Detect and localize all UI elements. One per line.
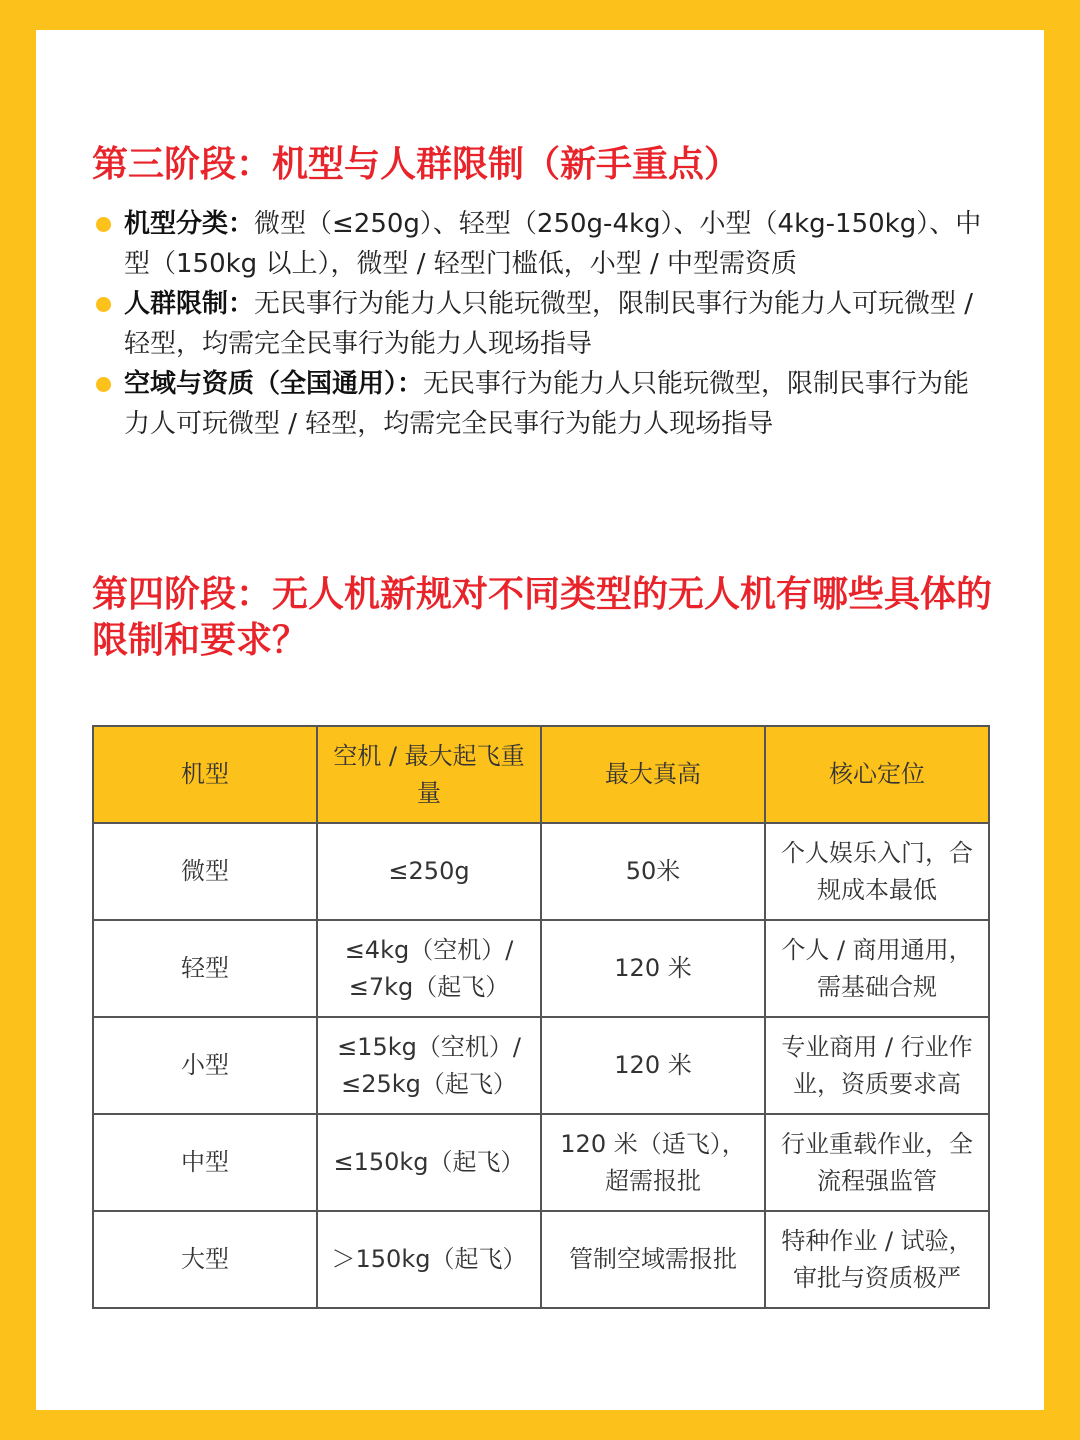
table-cell: ≤15kg（空机）/ ≤25kg（起飞） [317,1017,541,1114]
bullet-dot-icon [96,297,111,312]
table-cell: 微型 [93,823,317,920]
table-cell: 专业商用 / 行业作业，资质要求高 [765,1017,989,1114]
table-cell: ≤150kg（起飞） [317,1114,541,1211]
bullet-text: 无民事行为能力人只能玩微型，限制民事行为能力人可玩微型 / 轻型，均需完全民事行为能力人现场指导 [124,369,970,439]
bullet-population-limits [92,284,992,364]
table-cell: 行业重载作业，全流程强监管 [765,1114,989,1211]
bullet-text: 微型（≤250g）、轻型（250g-4kg）、小型（4kg-150kg）、中型（150kg 以上），微型 / 轻型门槛低，小型 / 中型需资质 [124,209,982,279]
section3-bullet-list [92,204,992,444]
bullet-airspace-qualification [92,364,992,444]
table-header-row [93,726,989,823]
bullet-label: 空域与资质（全国通用）： [124,369,424,399]
header-cell-positioning: 核心定位 [765,726,989,823]
content-card [36,30,1044,1410]
table-cell: 小型 [93,1017,317,1114]
bullet-aircraft-classification [92,204,992,284]
bullet-text: 无民事行为能力人只能玩微型，限制民事行为能力人可玩微型 / 轻型，均需完全民事行为能力人现场指导 [124,289,974,359]
table-row [93,823,989,920]
bullet-dot-icon [96,217,111,232]
table-cell: 大型 [93,1211,317,1308]
bullet-dot-icon [96,377,111,392]
header-cell-weight: 空机 / 最大起飞重量 [317,726,541,823]
table-cell: 特种作业 / 试验，审批与资质极严 [765,1211,989,1308]
section4-title: 第四阶段：无人机新规对不同类型的无人机有哪些具体的限制和要求？ [92,574,993,661]
bullet-label: 人群限制： [124,289,255,319]
header-cell-height: 最大真高 [541,726,765,823]
table-cell: 120 米 [541,920,765,1017]
table-cell: 120 米 [541,1017,765,1114]
header-cell-type: 机型 [93,726,317,823]
table-cell: ＞150kg（起飞） [317,1211,541,1308]
table-row [93,1114,989,1211]
table-cell: 个人 / 商用通用，需基础合规 [765,920,989,1017]
table-cell: 120 米（适飞），超需报批 [541,1114,765,1211]
table-cell: 个人娱乐入门，合规成本最低 [765,823,989,920]
section3-title: 第三阶段：机型与人群限制（新手重点） [92,144,741,185]
table-cell: 50米 [541,823,765,920]
drone-category-table [92,725,990,1309]
table-cell: 轻型 [93,920,317,1017]
table-cell: 中型 [93,1114,317,1211]
table-row [93,1211,989,1308]
table-row [93,1017,989,1114]
table-row [93,920,989,1017]
table-cell: 管制空域需报批 [541,1211,765,1308]
bullet-label: 机型分类： [124,209,255,239]
table-cell: ≤4kg（空机）/ ≤7kg（起飞） [317,920,541,1017]
table-cell: ≤250g [317,823,541,920]
